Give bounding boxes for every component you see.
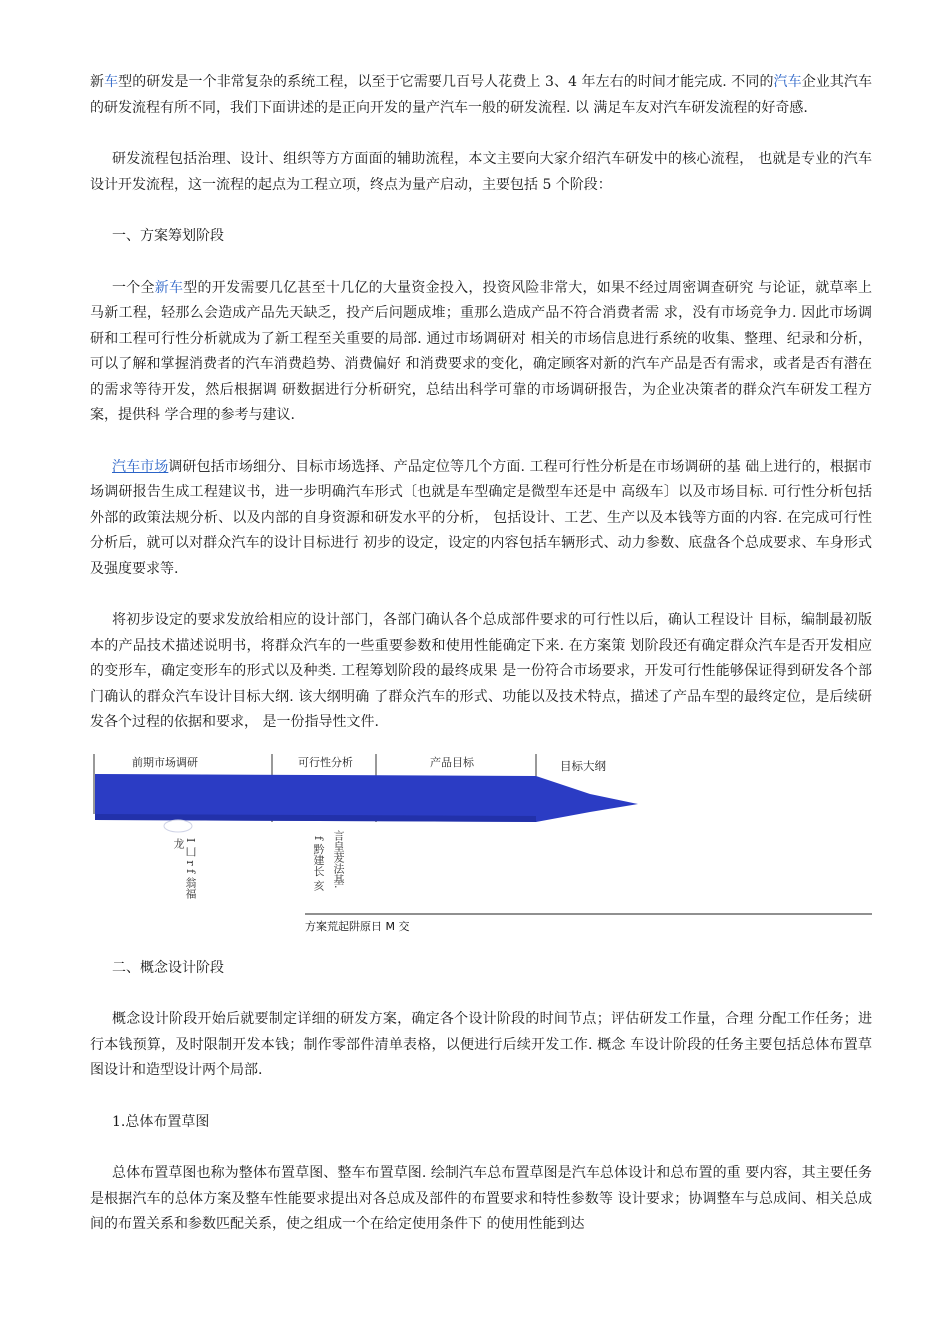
vertical-note-3: 言皇茇法基. [332, 829, 345, 888]
vertical-note-1: I 凵 r f 翁福龙 [172, 837, 197, 899]
planning-stage-diagram [90, 754, 872, 934]
paragraph-process-overview: 研发流程包括治理、设计、组织等方方面面的辅助流程，本文主要向大家介绍汽车研发中的核心流程， 也就是专业的汽车设计开发流程，这一流程的起点为工程立项，终点为量产启动，主要包括 5 个阶段： [90, 151, 872, 193]
arrow-diagram-graphic [90, 754, 872, 934]
paragraph-layout-sketch: 总体布置草图也称为整体布置草图、整车布置草图. 绘制汽车总布置草图是汽车总体设计和总布置的重 要内容，其主要任务是根据汽车的总体方案及整车性能要求提出对各总成及部件的布置要求和特性参数等 设计要求；协调整车与总成间、相关总成间的布置关系和参数匹配关系，使之组成一个在给定使用条件下 的使用性能到达 [90, 1165, 872, 1232]
arrow-head [536, 776, 638, 822]
segment-label-feasibility: 可行性分析 [298, 755, 353, 769]
paragraph-design-targets: 将初步设定的要求发放给相应的设计部门，各部门确认各个总成部件要求的可行性以后，确认工程设计 目标，编制最初版本的产品技术描述说明书，将群众汽车的一些重要参数和使用性能确定下来. 在方案策 划阶段还有确定群众汽车是否开发相应的变形车，确定变形车的形式以及种类. 工程筹划阶段的最终成果 是一份符合市场要求，开发可行性能够保证得到研发各个部门确认的群众汽车设计目标大纲. 该大纲明确 了群众汽车的形式、功能以及技术特点，描述了产品车型的最终定位，是后续研发各个过程的依据和要求， 是一份指导性文件. [90, 612, 872, 730]
link-automobile[interactable]: 汽车 [773, 74, 802, 90]
link-new-car[interactable]: 新车 [154, 279, 184, 296]
target-outline-label: 目标大纲 [560, 758, 606, 773]
heading-concept-stage: 二、概念设计阶段 [112, 959, 224, 976]
paragraph-concept-design: 概念设计阶段开始后就要制定详细的研发方案，确定各个设计阶段的时间节点；评估研发工作量，合理 分配工作任务；进行本钱预算，及时限制开发本钱；制作零部件清单表格，以便进行后续开发工作. 概念 车设计阶段的任务主要包括总体布置草图设计和造型设计两个局部. [90, 1011, 872, 1078]
link-car-market[interactable]: 汽车市场 [112, 458, 169, 475]
vertical-note-2: f 黔建长 亥 [312, 835, 325, 891]
heading-planning-stage: 一、方案筹划阶段 [112, 228, 224, 244]
document-page [90, 70, 872, 1264]
segment-label-market-research: 前期市场调研 [132, 755, 198, 769]
heading-layout-sketch: 1.总体布置草图 [112, 1113, 210, 1130]
paragraph-intro: 新车型的研发是一个非常复杂的系统工程，以至于它需要几百号人花费上 3、4 年左右的时间才能完成. 不同的汽车企业其汽车的研发流程有所不同，我们下面讲述的是正向开发的量产汽车一般的研发流程. 以 满足车友对汽车研发流程的好奇感. [90, 74, 872, 116]
link-car[interactable]: 车 [104, 74, 119, 90]
paragraph-investment: 一个全新车型的开发需要几亿甚至十几亿的大量资金投入，投资风险非常大，如果不经过周密调查研究 与论证，就草率上马新工程，轻那么会造成产品先天缺乏，投产后问题成堆；重那么造成产品不符合消费者需 求，没有市场竞争力. 因此市场调研和工程可行性分析就成为了新工程至关重要的局部. 通过市场调研对 相关的市场信息进行系统的收集、整理、纪录和分析，可以了解和掌握消费者的汽车消费趋势、消费偏好 和消费要求的变化，确定顾客对新的汽车产品是否有需求，或者是否有潜在的需求等待开发，然后根据调 研数据进行分析研究，总结出科学可靠的市场调研报告，为企业决策者的群众汽车研发工程方案，提供科 学合理的参考与建议. [90, 279, 873, 423]
paragraph-market-research: 汽车市场调研包括市场细分、目标市场选择、产品定位等几个方面. 工程可行性分析是在市场调研的基 础上进行的，根据市场调研报告生成工程建议书，进一步明确汽车形式〔也就是车型确定是微型车还是中 高级车〕以及市场目标. 可行性分析包括外部的政策法规分析、以及内部的自身资源和研发水平的分析， 包括设计、工艺、生产以及本钱等方面的内容. 在完成可行性分析后，就可以对群众汽车的设计目标进行 初步的设定，设定的内容包括车辆形式、动力参数、底盘各个总成要求、车身形式及强度要求等. [90, 458, 872, 577]
segment-label-product-target: 产品目标 [430, 755, 474, 769]
diagram-caption: 方案荒起阱原日 M 交 [305, 919, 410, 933]
